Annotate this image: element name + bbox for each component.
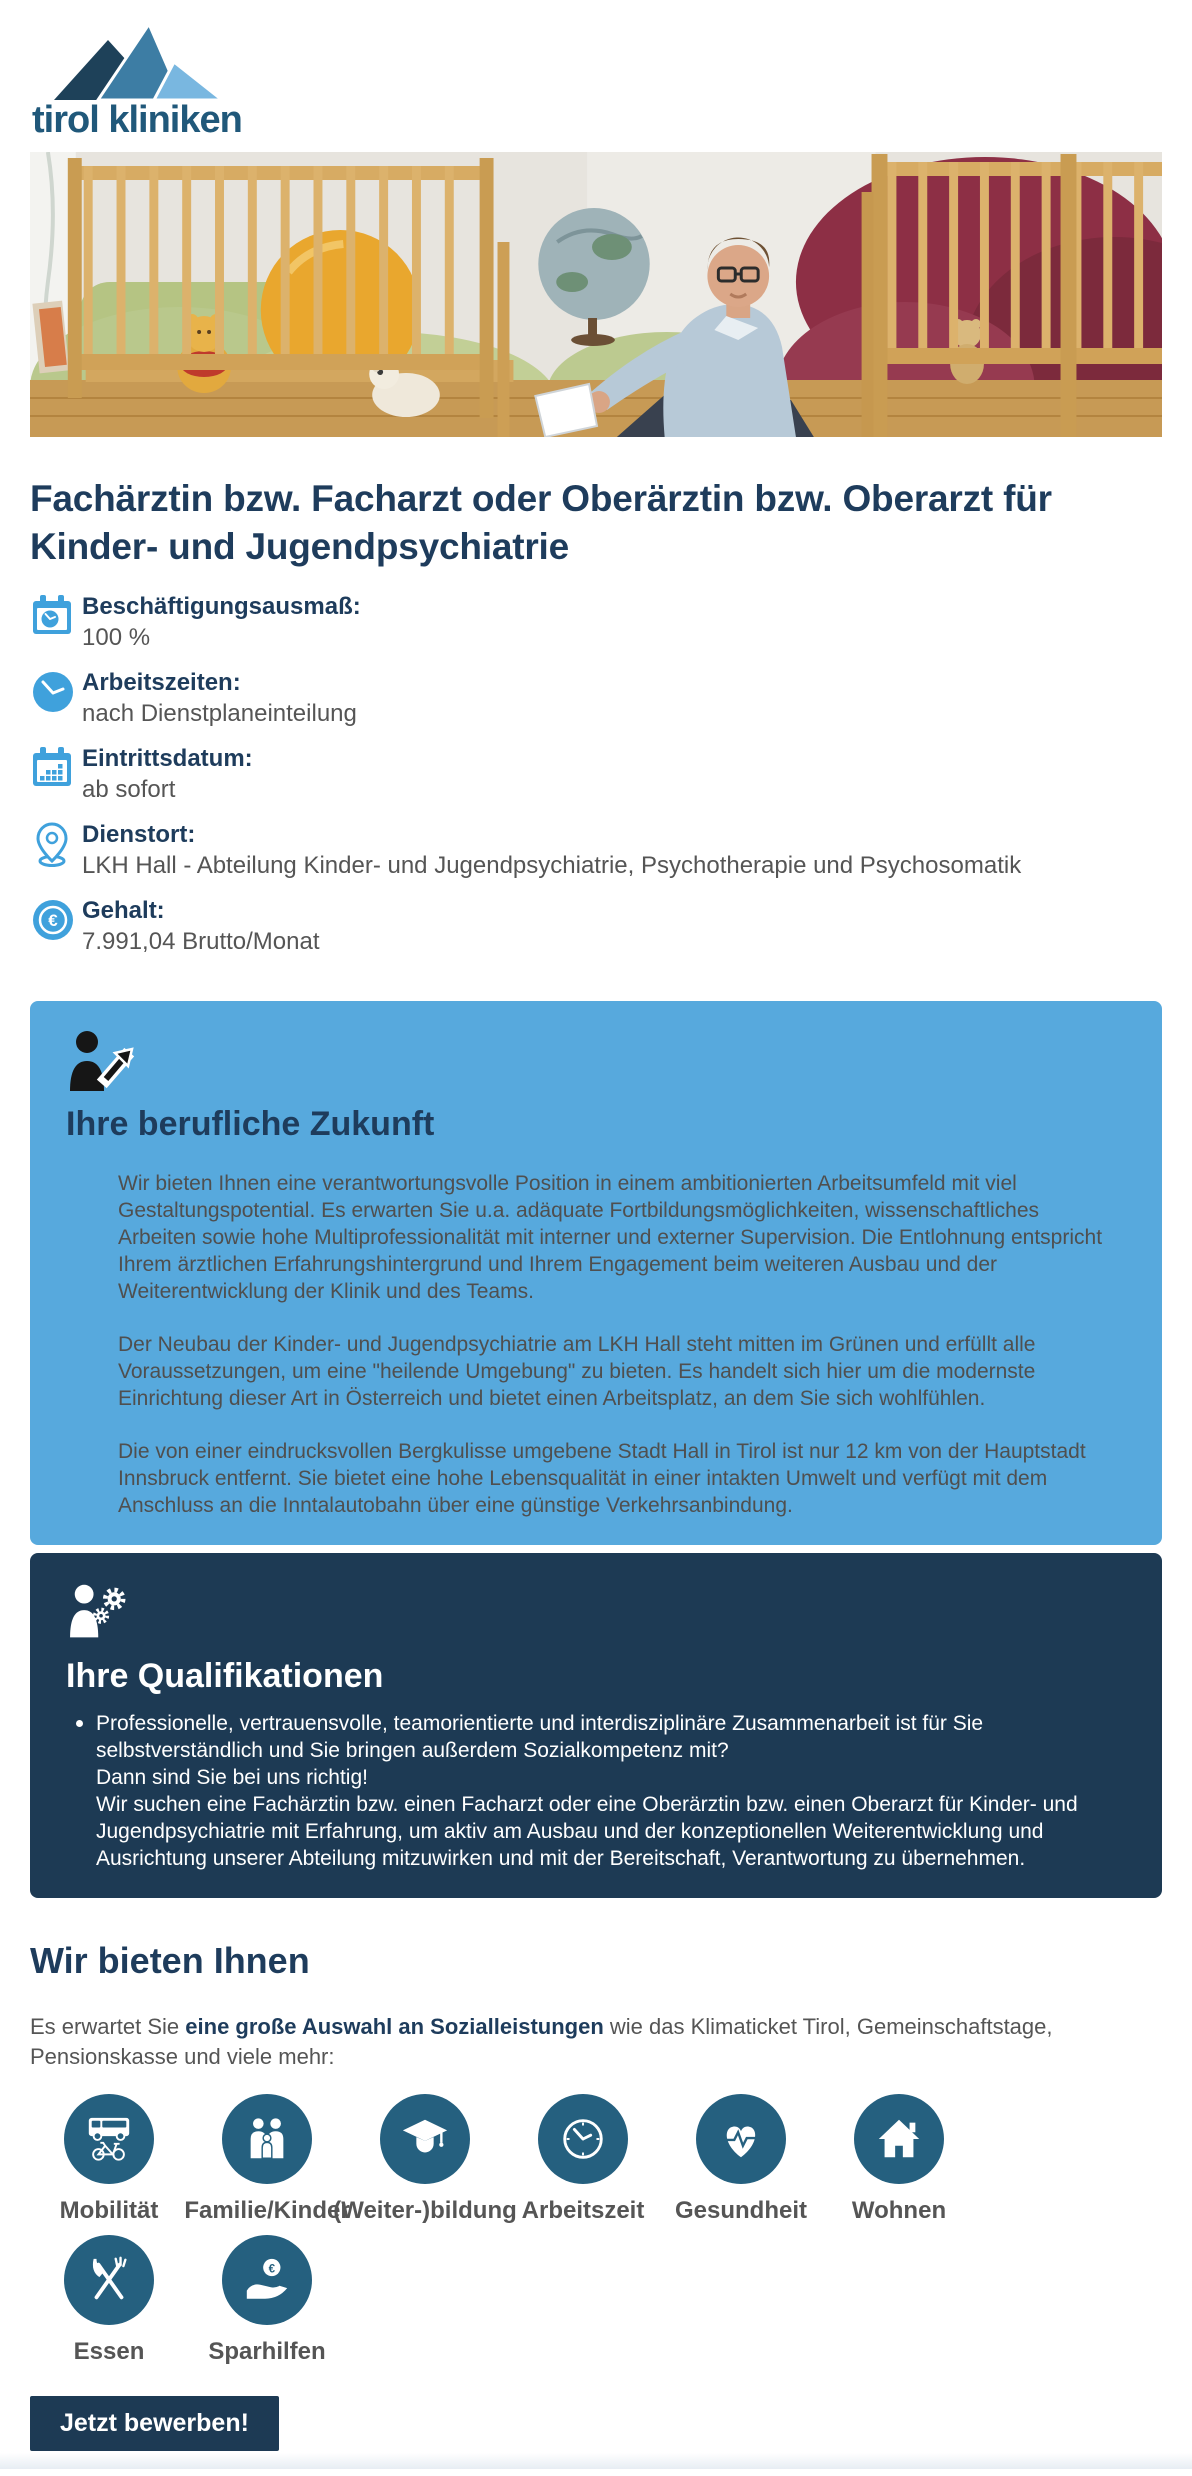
detail-label: Eintrittsdatum:: [82, 745, 253, 772]
benefits-intro: [30, 2012, 1140, 2072]
detail-value: 100 %: [82, 624, 151, 651]
benefit-mobilitaet: [30, 2094, 188, 2225]
benefit-gesundheit: [662, 2094, 820, 2225]
qualification-bullet: [68, 1710, 1108, 1872]
euro-coin-icon: [30, 897, 76, 943]
benefit-sparhilfen: [188, 2235, 346, 2366]
detail-label: Dienstort:: [82, 821, 196, 848]
zukunft-paragraph: Wir bieten Ihnen eine verantwortungsvolle Position in einem ambitionierten Arbeitsumfeld mit viel Gestaltungspotential. Es erwarten Sie u.a. adäquate Fortbildungsmöglichkeiten, wissenschaftliches Arbeiten sowie hohe Multiprofessionalität mit interner und externer Supervision. Die Entlohnung entspricht Ihrem ärztlichen Erfahrungshintergrund und Ihrem Engagement beim weiteren Ausbau und der Weiterentwicklung der Klinik und des Teams.: [118, 1172, 1103, 1303]
job-details-list: [30, 591, 1162, 957]
benefit-label: Arbeitszeit: [521, 2197, 645, 2224]
benefit-essen: [30, 2235, 188, 2366]
detail-eintrittsdatum: [30, 743, 1162, 805]
logo-text: tirol kliniken: [32, 99, 242, 136]
clinic-photo-illustration: [30, 152, 1162, 437]
benefit-label: Sparhilfen: [208, 2338, 326, 2365]
detail-label: Beschäftigungsausmaß:: [82, 593, 361, 620]
intro-bold: eine große Auswahl an Sozialleistungen: [185, 2014, 604, 2039]
graduation-cap-icon: [380, 2094, 470, 2184]
hand-coin-icon: [222, 2235, 312, 2325]
svg-text:€: €: [268, 2263, 276, 2276]
person-arrow-icon: [66, 1029, 138, 1095]
benefits-title: Wir bieten Ihnen: [30, 1940, 310, 1981]
header-photo: [30, 152, 1162, 437]
benefit-arbeitszeit: [504, 2094, 662, 2225]
cta-row: [30, 2396, 1162, 2451]
intro-suffix: wie das Klimaticket Tirol, Gemeinschaftstage, Pensionskasse und viele mehr:: [30, 2014, 1053, 2069]
detail-gehalt: [30, 895, 1162, 957]
calendar-clock-icon: [30, 593, 76, 639]
benefit-label: Wohnen: [851, 2197, 947, 2224]
map-pin-icon: [30, 821, 76, 867]
family-icon: [222, 2094, 312, 2184]
heart-pulse-icon: [696, 2094, 786, 2184]
section-berufliche-zukunft: [30, 1001, 1162, 1545]
detail-arbeitszeiten: [30, 667, 1162, 729]
bullet-line: Wir suchen eine Fachärztin bzw. einen Facharzt oder eine Oberärztin bzw. einen Oberarzt für Kinder- und Jugendpsychiatrie mit Erfahrung, um aktiv am Ausbau und der konzeptionellen Weiterentwicklung und Ausrichtung unserer Abteilung mitzuwirken und mit der Bereitschaft, Verantwortung zu übernehmen.: [96, 1793, 1078, 1870]
benefit-familie-kinder: [184, 2094, 350, 2225]
bus-bicycle-icon: [64, 2094, 154, 2184]
svg-text:€: €: [48, 911, 58, 930]
detail-value: LKH Hall - Abteilung Kinder- und Jugendpsychiatrie, Psychotherapie und Psychosomatik: [82, 852, 1022, 879]
page-title: Fachärztin bzw. Facharzt oder Oberärztin bzw. Oberarzt für Kinder- und Jugendpsychiatrie: [30, 478, 1052, 567]
clock-outline-icon: [538, 2094, 628, 2184]
tirol-kliniken-logo[interactable]: [30, 14, 1162, 136]
detail-label: Gehalt:: [82, 897, 165, 924]
benefit-label: Gesundheit: [674, 2197, 807, 2224]
house-icon: [854, 2094, 944, 2184]
benefit-label: Mobilität: [59, 2197, 159, 2224]
bullet-line: Dann sind Sie bei uns richtig!: [96, 1766, 368, 1789]
footer-strip: [0, 2453, 1192, 2469]
qualifications-list: [62, 1710, 1124, 1872]
benefit-label: (Weiter-)bildung: [333, 2197, 517, 2224]
benefit-weiterbildung: [333, 2094, 517, 2225]
mountain-logo-icon: [30, 14, 290, 136]
fork-knife-icon: [64, 2235, 154, 2325]
section-title: Ihre Qualifikationen: [66, 1657, 384, 1695]
detail-value: ab sofort: [82, 776, 176, 803]
benefit-wohnen: [820, 2094, 978, 2225]
benefits-grid: [30, 2094, 1030, 2366]
job-posting-page: [0, 14, 1192, 2451]
intro-prefix: Es erwartet Sie: [30, 2014, 186, 2039]
detail-value: nach Dienstplaneinteilung: [82, 700, 357, 727]
section-title: Ihre berufliche Zukunft: [66, 1105, 435, 1143]
section-qualifikationen: [30, 1553, 1162, 1898]
calendar-icon: [30, 745, 76, 791]
benefit-label: Essen: [73, 2338, 145, 2365]
clock-icon: [30, 669, 76, 715]
bullet-line: Professionelle, vertrauensvolle, teamorientierte und interdisziplinäre Zusammenarbeit ist für Sie selbstverständlich und Sie bringen außerdem Sozialkompetenz mit?: [96, 1712, 984, 1762]
detail-beschaeftigungsausmass: [30, 591, 1162, 653]
zukunft-paragraph: Die von einer eindrucksvollen Bergkulisse umgebene Stadt Hall in Tirol ist nur 12 km von der Hauptstadt Innsbruck entfernt. Sie bietet eine hohe Lebensqualität in einer intakten Umwelt und verfügt mit dem Anschluss an die Inntalautobahn über eine günstige Verkehrsanbindung.: [118, 1440, 1086, 1517]
detail-label: Arbeitszeiten:: [82, 669, 241, 696]
benefit-label: Familie/Kinder: [184, 2197, 350, 2224]
apply-now-button[interactable]: Jetzt bewerben!: [30, 2396, 279, 2451]
zukunft-paragraph: Der Neubau der Kinder- und Jugendpsychiatrie am LKH Hall steht mitten im Grünen und erfüllt alle Voraussetzungen, um eine "heilende Umgebung" zu bieten. Es handelt sich hier um die modernste Einrichtung dieser Art in Österreich und bietet einen Arbeitsplatz, an dem Sie sich wohlfühlen.: [118, 1333, 1036, 1410]
detail-dienstort: [30, 819, 1162, 881]
detail-value: 7.991,04 Brutto/Monat: [82, 928, 320, 955]
person-gears-icon: [66, 1581, 138, 1647]
